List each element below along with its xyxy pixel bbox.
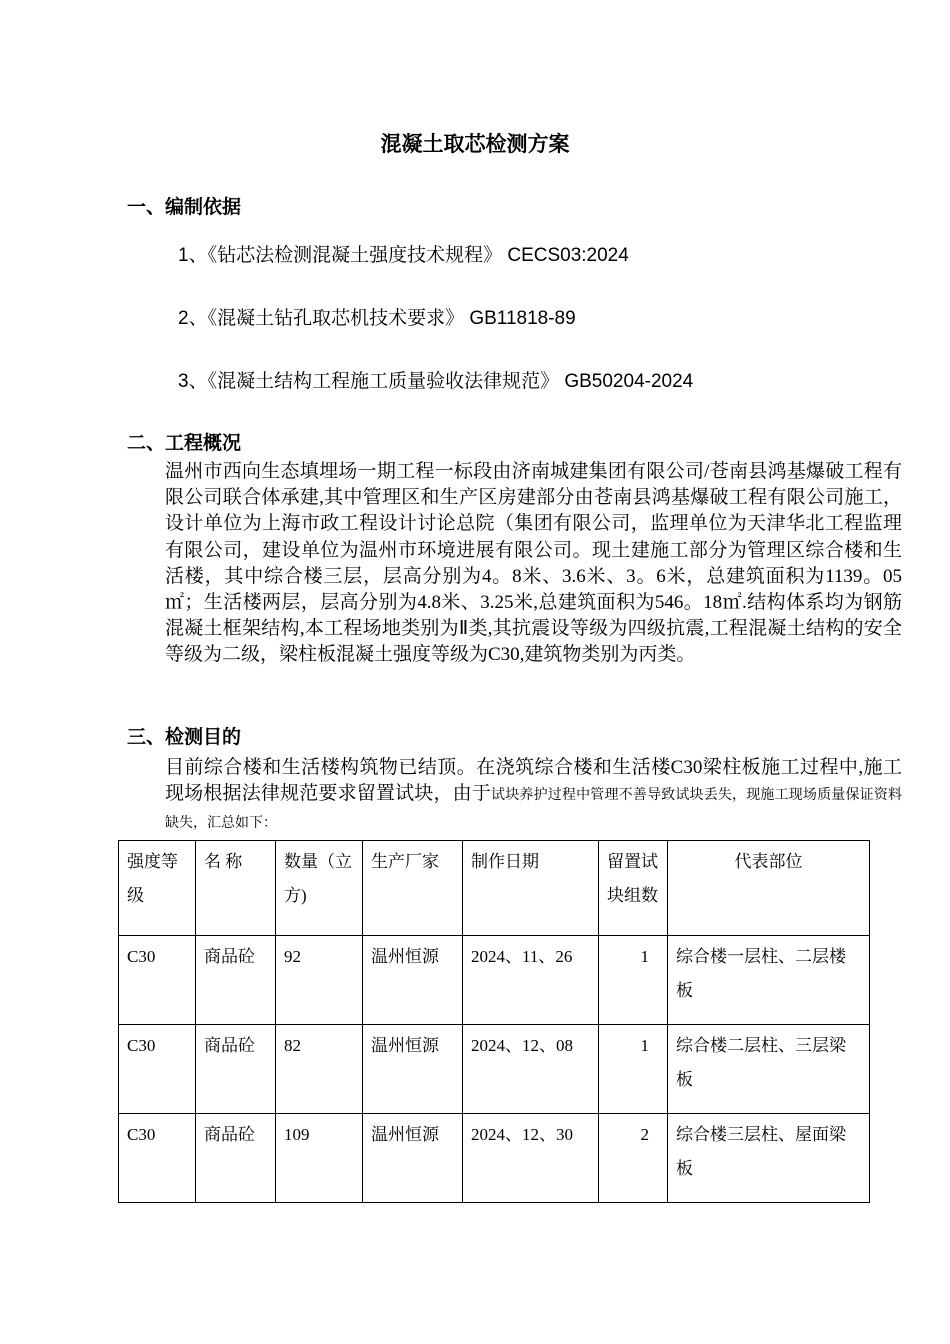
table-cell: 2: [599, 1114, 668, 1203]
table-header-cell: 留置试块组数: [599, 841, 668, 936]
overview-paragraph: 温州市西向生态填埋场一期工程一标段由济南城建集团有限公司/苍南县鸿基爆破工程有限公司联合体承建,其中管理区和生产区房建部分由苍南县鸿基爆破工程有限公司施工，设计单位为上海市政工程设计讨论总院（集团有限公司，监理单位为天津华北工程监理有限公司，建设单位为温州市环境进展有限公司。现土建施工部分为管理区综合楼和生活楼，其中综合楼三层，层高分别为4。8米、3.6米、3。6米，总建筑面积为1139。05㎡；生活楼两层，层高分别为4.8米、3.25米,总建筑面积为546。18㎡.结构体系均为钢筋混凝土框架结构,本工程场地类别为Ⅱ类,其抗震设等级为四级抗震,工程混凝土结构的安全等级为二级，梁柱板混凝土强度等级为C30,建筑物类别为丙类。: [165, 461, 902, 666]
table-cell: 2024、11、26: [463, 936, 599, 1025]
table-cell: 温州恒源: [363, 936, 463, 1025]
table-header-row: [119, 841, 870, 936]
section-heading-overview: 二、工程概况: [127, 433, 242, 454]
table-cell: 温州恒源: [363, 1025, 463, 1114]
table-header-cell: 数量（立方): [276, 841, 363, 936]
purpose-text-small: 试块养护过程中管理不善导致试块丢失，现施工现场质量保证资料缺失，汇总如下：: [165, 788, 902, 832]
table-header-cell: 名 称: [196, 841, 276, 936]
table-cell: 商品砼: [196, 1025, 276, 1114]
reference-item: 3、《混凝土结构工程施工质量验收法律规范》 GB50204-2024: [178, 371, 694, 392]
table-cell: 82: [276, 1025, 363, 1114]
table-cell: C30: [119, 936, 196, 1025]
table-header-cell: 代表部位: [668, 841, 870, 936]
table-row: [119, 936, 870, 1025]
reference-item: 2、《混凝土钻孔取芯机技术要求》 GB11818-89: [178, 308, 576, 329]
table-cell: C30: [119, 1114, 196, 1203]
table-header-cell: 制作日期: [463, 841, 599, 936]
sample-table: [118, 840, 870, 1203]
table-cell: 1: [599, 936, 668, 1025]
section-heading-purpose: 三、检测目的: [127, 727, 242, 748]
table-row: [119, 1114, 870, 1203]
table-cell: 2024、12、30: [463, 1114, 599, 1203]
table-cell: 综合楼一层柱、二层楼板: [668, 936, 870, 1025]
table-cell: 1: [599, 1025, 668, 1114]
purpose-text: 目前综合楼和生活楼构筑物已结顶。在浇筑综合楼和生活楼C30梁柱板施工过程中,施工现场根据法律规范要求留置试块，由于: [165, 757, 902, 805]
document-title: 混凝土取芯检测方案: [380, 133, 570, 156]
table-cell: 商品砼: [196, 1114, 276, 1203]
table-cell: 2024、12、08: [463, 1025, 599, 1114]
table-header-cell: 强度等级: [119, 841, 196, 936]
reference-item: 1、《钻芯法检测混凝土强度技术规程》 CECS03:2024: [178, 245, 629, 266]
table-row: [119, 1025, 870, 1114]
table-cell: 综合楼二层柱、三层梁板: [668, 1025, 870, 1114]
table-cell: 92: [276, 936, 363, 1025]
table-cell: 温州恒源: [363, 1114, 463, 1203]
table-cell: 109: [276, 1114, 363, 1203]
table-cell: 综合楼三层柱、屋面梁板: [668, 1114, 870, 1203]
section-heading-basis: 一、编制依据: [127, 197, 242, 218]
table-cell: C30: [119, 1025, 196, 1114]
purpose-paragraph: [127, 755, 902, 838]
table-cell: 商品砼: [196, 936, 276, 1025]
table-header-cell: 生产厂家: [363, 841, 463, 936]
